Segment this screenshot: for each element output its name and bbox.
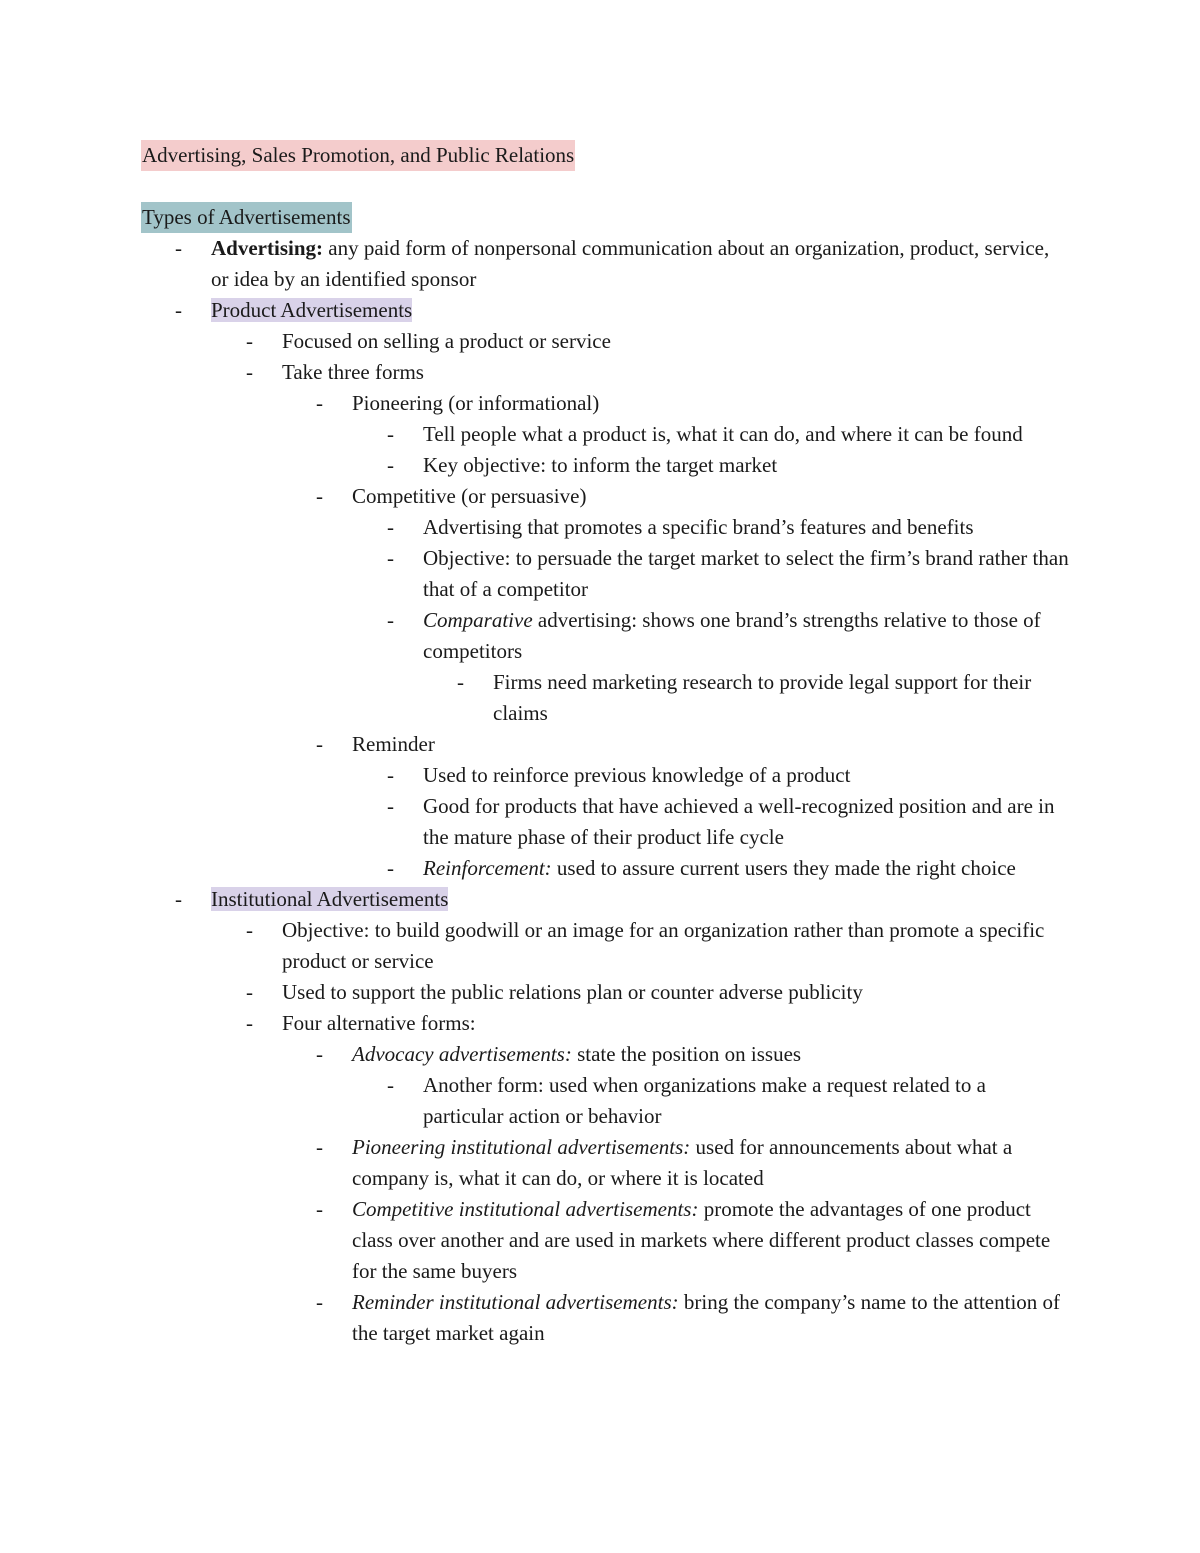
list-item-text: Advertising that promotes a specific brand’s features and benefits: [423, 515, 974, 539]
list-item-text: Another form: used when organizations make a request related to a particular action or behavior: [423, 1073, 986, 1128]
list-item-text: Four alternative forms:: [282, 1011, 476, 1035]
term-advocacy: Advocacy advertisements:: [352, 1042, 572, 1066]
list-item: [0, 760, 1200, 791]
list-item: [0, 388, 1200, 419]
definition-advertising: any paid form of nonpersonal communication about an organization, product, service, or idea by an identified sponsor: [211, 236, 1050, 291]
bullet-dash: -: [387, 856, 394, 880]
list-item-text: Competitive (or persuasive): [352, 484, 587, 508]
bullet-dash: -: [246, 360, 253, 384]
list-item: [0, 977, 1200, 1008]
bullet-dash: -: [316, 484, 323, 508]
bullet-dash: -: [387, 422, 394, 446]
bullet-dash: -: [316, 1135, 323, 1159]
bullet-dash: -: [246, 918, 253, 942]
bullet-dash: -: [175, 298, 182, 322]
bullet-dash: -: [246, 1011, 253, 1035]
bullet-dash: -: [175, 887, 182, 911]
bullet-dash: -: [175, 236, 182, 260]
bullet-dash: -: [246, 980, 253, 1004]
list-item: [0, 915, 1200, 977]
list-item-institutional-ads: [0, 884, 1200, 915]
list-item-text: Focused on selling a product or service: [282, 329, 611, 353]
bullet-dash: -: [316, 1290, 323, 1314]
list-item: [0, 326, 1200, 357]
bullet-dash: -: [387, 1073, 394, 1097]
bullet-dash: -: [387, 608, 394, 632]
list-item: [0, 1287, 1200, 1349]
list-item-text: Pioneering (or informational): [352, 391, 600, 415]
list-item-text: Take three forms: [282, 360, 424, 384]
bullet-dash: -: [316, 732, 323, 756]
list-item-text: promote the advantages of one product class over another and are used in markets where different product classes compete for the same buyers: [352, 1197, 1051, 1283]
bullet-dash: -: [316, 1197, 323, 1221]
bullet-dash: -: [316, 1042, 323, 1066]
term-pioneering-institutional: Pioneering institutional advertisements:: [352, 1135, 691, 1159]
subsection-heading-institutional-ads: Institutional Advertisements: [211, 887, 449, 911]
bullet-dash: -: [316, 391, 323, 415]
list-item: [0, 512, 1200, 543]
list-item-text: bring the company’s name to the attention of the target market again: [352, 1290, 1061, 1345]
list-item: [0, 543, 1200, 605]
list-item-text: Key objective: to inform the target market: [423, 453, 778, 477]
list-item: [0, 729, 1200, 760]
list-item: [0, 1194, 1200, 1287]
term-advertising: Advertising:: [211, 236, 323, 260]
list-item: [0, 791, 1200, 853]
term-reinforcement: Reinforcement:: [423, 856, 552, 880]
list-item-text: state the position on issues: [571, 1042, 802, 1066]
list-item-text: Objective: to build goodwill or an image for an organization rather than promote a specific product or service: [282, 918, 1045, 973]
subsection-heading-product-ads: Product Advertisements: [211, 298, 413, 322]
list-item-text: advertising: shows one brand’s strengths relative to those of competitors: [423, 608, 1041, 663]
list-item: [0, 1008, 1200, 1039]
list-item-text: Used to reinforce previous knowledge of a product: [423, 763, 851, 787]
bullet-dash: -: [387, 453, 394, 477]
section-heading: Types of Advertisements: [141, 202, 352, 233]
term-comparative: Comparative: [423, 608, 533, 632]
list-item: [0, 605, 1200, 667]
list-item: [0, 357, 1200, 388]
bullet-dash: -: [387, 763, 394, 787]
list-item-text: Reminder: [352, 732, 435, 756]
list-item-text: Objective: to persuade the target market to select the firm’s brand rather than that of a competitor: [423, 546, 1069, 601]
list-item-text: Good for products that have achieved a well-recognized position and are in the mature phase of their product life cycle: [423, 794, 1055, 849]
term-reminder-institutional: Reminder institutional advertisements:: [352, 1290, 679, 1314]
list-item-text: used to assure current users they made the right choice: [551, 856, 1016, 880]
list-item-text: Firms need marketing research to provide legal support for their claims: [493, 670, 1032, 725]
list-item: [0, 1039, 1200, 1070]
list-item-product-ads: [0, 295, 1200, 326]
list-item: [0, 1132, 1200, 1194]
list-item: [0, 419, 1200, 450]
list-item: [0, 667, 1200, 729]
list-item-text: Tell people what a product is, what it can do, and where it can be found: [423, 422, 1023, 446]
term-competitive-institutional: Competitive institutional advertisements:: [352, 1197, 699, 1221]
list-item: [0, 481, 1200, 512]
bullet-dash: -: [246, 329, 253, 353]
list-item: [0, 450, 1200, 481]
list-item: [0, 1070, 1200, 1132]
outline-list: [0, 233, 1200, 1349]
bullet-dash: -: [387, 546, 394, 570]
list-item-advertising-definition: [0, 233, 1200, 295]
bullet-dash: -: [387, 794, 394, 818]
list-item: [0, 853, 1200, 884]
document-title: Advertising, Sales Promotion, and Public Relations: [141, 140, 575, 171]
list-item-text: used for announcements about what a company is, what it can do, or where it is located: [352, 1135, 1013, 1190]
bullet-dash: -: [387, 515, 394, 539]
bullet-dash: -: [457, 670, 464, 694]
list-item-text: Used to support the public relations plan or counter adverse publicity: [282, 980, 863, 1004]
